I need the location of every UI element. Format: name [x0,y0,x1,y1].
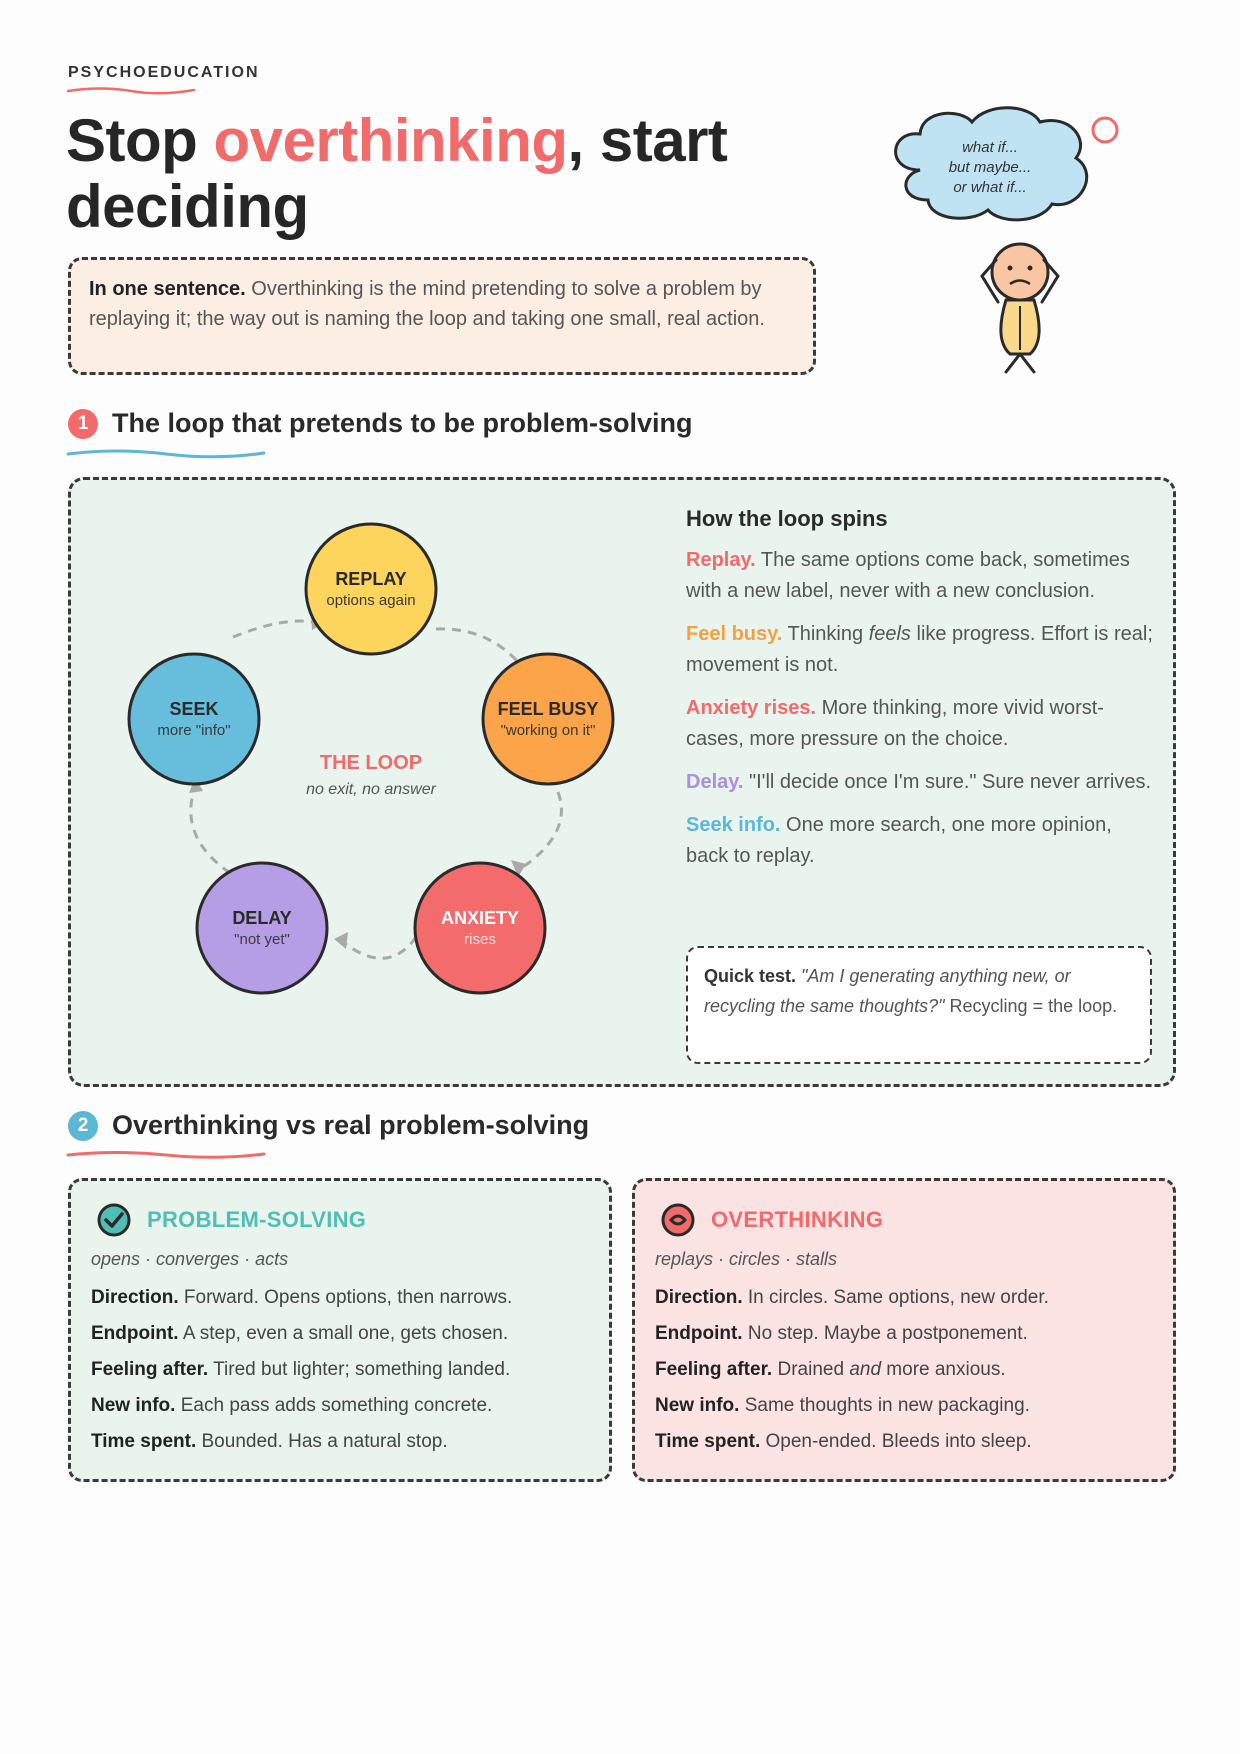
summary-label: In one sentence. [89,278,246,300]
spin-item-seek: Seek info. One more search, one more opinion, back to replay. [686,814,1112,867]
page-title: Stop overthinking, start deciding [66,107,728,240]
loop-arrow-replay-busy [436,629,518,662]
section-2-heading [68,1110,589,1141]
section-1-number: 1 [68,409,98,439]
spin-item-feel-busy: Feel busy. Thinking feels like progress. Effort is real; movement is not. [686,623,1153,676]
loop-node-delay-label: DELAY "not yet" [232,908,292,948]
section-2-number: 2 [68,1111,98,1141]
problem-solving-title: PROBLEM-SOLVING [147,1207,367,1232]
problem-solving-row: Direction. Forward. Opens options, then narrows. [91,1287,513,1308]
loop-arrow-anxiety-delay [343,937,416,958]
loop-arrow-delay-seek [191,787,230,873]
overthinking-card [632,1178,1176,1482]
check-icon [97,1203,131,1237]
loop-arrow-seek-replay [233,621,313,637]
problem-solving-tagline: opens · converges · acts [91,1249,289,1269]
problem-solving-row: Endpoint. A step, even a small one, gets chosen. [91,1323,509,1344]
kicker: PSYCHOEDUCATION [68,64,260,81]
loop-node-anxiety-label: ANXIETY rises [440,908,519,948]
section-1-title: The loop that pretends to be problem-solving [112,408,693,438]
loop-center-label: THE LOOP no exit, no answer [306,752,436,798]
section-2-title: Overthinking vs real problem-solving [112,1110,590,1140]
loop-arrow-busy-anxiety [523,792,561,867]
spin-item-delay: Delay. "I'll decide once I'm sure." Sure never arrives. [686,771,1152,793]
spin-list [686,545,1156,884]
overthinking-row: Direction. In circles. Same options, new order. [655,1287,1049,1308]
problem-solving-card [68,1178,612,1482]
overthinking-tagline: replays · circles · stalls [655,1249,838,1269]
loop-node-seek-label: SEEK more "info" [157,699,231,739]
problem-solving-row: New info. Each pass adds something concrete. [91,1395,493,1416]
thought-bubble-text: what if... but maybe... or what if... [948,139,1032,196]
spin-item-replay: Replay. The same options come back, sometimes with a new label, never with a new conclusion. [686,549,1130,602]
spin-item-anxiety: Anxiety rises. More thinking, more vivid worst-cases, more pressure on the choice. [686,697,1104,750]
section-1-underline [66,446,266,460]
spiral-icon [661,1203,695,1237]
quick-test-box: Quick test. "Am I generating anything new, or recycling the same thoughts?" Recycling = the loop. [686,946,1152,1064]
problem-solving-row: Time spent. Bounded. Has a natural stop. [91,1431,448,1452]
overthinking-row: New info. Same thoughts in new packaging. [655,1395,1030,1416]
overthinking-row: Feeling after. Drained and more anxious. [655,1359,1006,1380]
kicker-underline [66,84,196,96]
title-highlight: overthinking [213,107,568,174]
section-2-underline [66,1148,266,1162]
problem-solving-row: Feeling after. Tired but lighter; something landed. [91,1359,511,1380]
overthinking-row: Time spent. Open-ended. Bleeds into sleep. [655,1431,1032,1452]
overthinking-title: OVERTHINKING [711,1207,884,1232]
loop-node-feel-busy-label: FEEL BUSY "working on it" [497,699,599,739]
summary-box [68,257,816,375]
loop-node-replay-label: REPLAY options again [326,569,416,609]
spin-title: How the loop spins [686,506,888,531]
section-1-heading [68,408,693,439]
overthinking-row: Endpoint. No step. Maybe a postponement. [655,1323,1028,1344]
summary-text: Overthinking is the mind pretending to solve a problem by replaying it; the way out is naming the loop and taking one small, real action. [89,278,765,330]
